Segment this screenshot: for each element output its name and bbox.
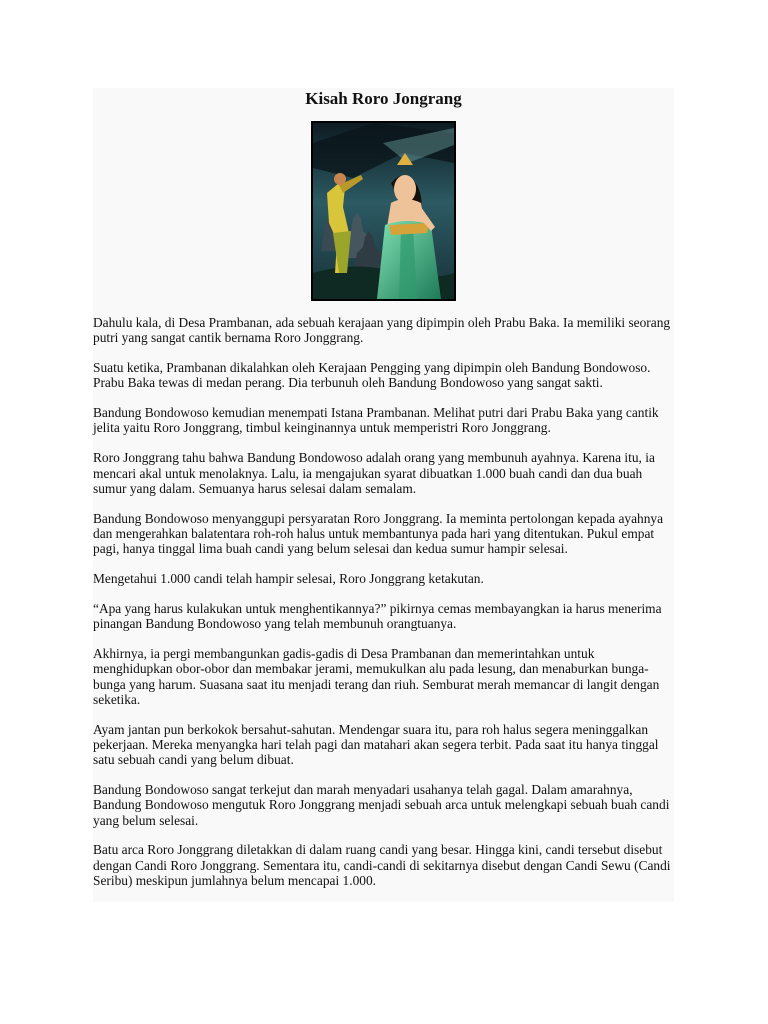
story-paragraph: Mengetahui 1.000 candi telah hampir selesai, Roro Jonggrang ketakutan. — [93, 571, 484, 587]
story-paragraph: “Apa yang harus kulakukan untuk menghentikannya?” pikirnya cemas membayangkan ia harus menerima pinangan Bandung Bondowoso yang telah membunuh orangtuanya. — [93, 600, 662, 632]
story-paragraph: Bandung Bondowoso menyanggupi persyaratan Roro Jonggrang. Ia meminta pertolongan kepada ayahnya dan mengerahkan balatentara roh-roh halus untuk membantunya pada hari yang ditentukan. Pukul empat pagi, hanya tinggal lima buah candi yang belum selesai dan kedua sumur hampir selesai. — [93, 510, 664, 557]
story-paragraph: Akhirnya, ia pergi membangunkan gadis-gadis di Desa Prambanan dan memerintahkan untuk menghidupkan obor-obor dan membakar jerami, memukulkan alu pada lesung, dan menaburkan bunga-bunga yang harum. Suasana saat itu menjadi terang dan riuh. Semburat merah memancar di langit dengan seketika. — [93, 645, 660, 707]
illustration-container — [93, 121, 674, 301]
story-paragraph: Batu arca Roro Jonggrang diletakkan di dalam ruang candi yang besar. Hingga kini, candi tersebut disebut dengan Candi Roro Jonggrang. Sementara itu, candi-candi di sekitarnya disebut dengan Candi Sewu (Candi Seribu) meskipun jumlahnya belum mencapai 1.000. — [93, 842, 671, 889]
story-paragraph: Bandung Bondowoso sangat terkejut dan marah menyadari usahanya telah gagal. Dalam amarahnya, Bandung Bondowoso mengutuk Roro Jonggrang menjadi sebuah arca untuk melengkapi sebuah buah candi yang belum selesai. — [93, 782, 670, 828]
story-paragraph: Dahulu kala, di Desa Prambanan, ada sebuah kerajaan yang dipimpin oleh Prabu Baka. Ia memiliki seorang putri yang sangat cantik bernama Roro Jonggrang. — [93, 315, 671, 346]
story-body — [93, 315, 674, 888]
story-paragraph: Suatu ketika, Prambanan dikalahkan oleh Kerajaan Pengging yang dipimpin oleh Bandung Bondowoso. Prabu Baka tewas di medan perang. Dia terbunuh oleh Bandung Bondowoso yang sangat sakti. — [93, 360, 651, 391]
illustration-artwork — [313, 123, 454, 299]
story-paragraph: Roro Jonggrang tahu bahwa Bandung Bondowoso adalah orang yang membunuh ayahnya. Karena itu, ia mencari akal untuk menolaknya. Lalu, ia mengajukan syarat dibuatkan 1.000 buah candi dan dua buah sumur yang dalam. Semuanya harus selesai dalam semalam. — [93, 450, 655, 496]
story-illustration — [311, 121, 456, 301]
story-paragraph: Bandung Bondowoso kemudian menempati Istana Prambanan. Melihat putri dari Prabu Baka yang cantik jelita yaitu Roro Jonggrang, timbul keinginannya untuk memperistri Roro Jonggrang. — [93, 405, 659, 436]
story-paragraph: Ayam jantan pun berkokok bersahut-sahutan. Mendengar suara itu, para roh halus segera meninggalkan pekerjaan. Mereka menyangka hari telah pagi dan matahari akan segera terbit. Pada saat itu hanya tinggal satu sebuah candi yang belum dibuat. — [93, 721, 659, 768]
document-page — [93, 88, 674, 902]
document-title: Kisah Roro Jongrang — [305, 89, 462, 108]
